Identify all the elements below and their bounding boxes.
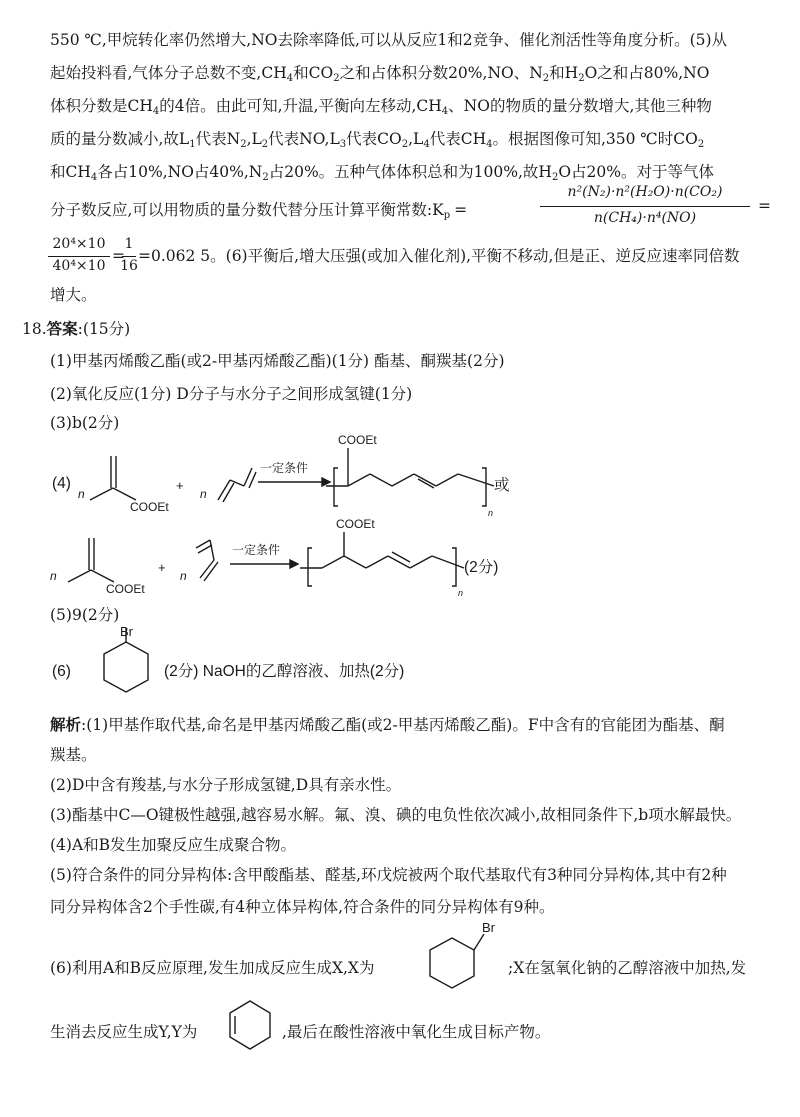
coefficient-n: n — [180, 569, 187, 583]
polymer-product-2 — [300, 532, 464, 586]
kp-denominator: n(CH₄)·n⁴(NO) — [593, 210, 697, 226]
answer-line: (2)氧化反应(1分) D分子与水分子之间形成氢键(1分) — [50, 385, 413, 403]
bromocyclohexane-answer — [0, 624, 800, 710]
fraction-bar — [122, 256, 136, 257]
analysis-line: (4)A和B发生加聚反应生成聚合物。 — [50, 836, 297, 854]
monomer-a-structure — [68, 538, 114, 582]
answer-line: (5)9(2分) — [50, 606, 120, 624]
item-label: (4) — [52, 475, 71, 492]
butadiene-structure — [218, 468, 256, 502]
answer-text: (2分) NaOH的乙醇溶液、加热(2分) — [164, 663, 405, 680]
analysis-line: 生消去反应生成Y,Y为 — [50, 1023, 198, 1041]
question-header: 18.答案:(15分) — [22, 319, 131, 338]
fraction-bar — [540, 206, 750, 207]
subscript-n: n — [488, 508, 494, 518]
butadiene-structure — [196, 540, 218, 581]
arrow-label: 一定条件 — [232, 543, 281, 557]
equals-sign: = — [758, 197, 771, 215]
score-label: (2分) — [464, 559, 499, 576]
fraction-denominator: 16 — [120, 258, 138, 274]
text-line: 550 ℃,甲烷转化率仍然增大,NO去除率降低,可以从反应1和2竞争、催化剂活性等角度分析。(5)从 — [50, 31, 728, 49]
cooet-group: COOEt — [106, 582, 145, 596]
fraction-denominator: 40⁴×10 — [52, 258, 106, 274]
text-line: 起始投料看,气体分子总数不变$,CH_4$和$CO_2$之和占体积分数20%,NO、$N_2$和$H_2O$之和占80%,NO — [50, 64, 710, 84]
analysis-line: (5)符合条件的同分异构体:含甲酸酯基、醛基,环戊烷被两个取代基取代有3种同分异构体,其中有2种 — [50, 866, 727, 884]
answer-line: (3)b(2分) — [50, 414, 120, 432]
text-line: 增大。 — [50, 286, 97, 304]
fraction-numerator: 1 — [124, 236, 134, 252]
kp-numerator: n²(N₂)·n²(H₂O)·n(CO₂) — [567, 184, 723, 200]
answer-line: (1)甲基丙烯酸乙酯(或2-甲基丙烯酸乙酯)(1分) 酯基、酮羰基(2分) — [50, 352, 505, 370]
analysis-line: ,最后在酸性溶液中氧化生成目标产物。 — [282, 1023, 551, 1041]
compound-y-cyclohexene — [222, 995, 282, 1065]
or-word: 或 — [494, 477, 510, 494]
analysis-line: (3)酯基中C—O键极性越强,越容易水解。氟、溴、碘的电负性依次减小,故相同条件下,b项水解最快。 — [50, 806, 742, 824]
coefficient-n: n — [78, 487, 85, 501]
reaction-scheme — [0, 430, 800, 610]
analysis-line: 同分异构体含2个手性碳,有4种立体异构体,符合条件的同分异构体有9种。 — [50, 898, 555, 916]
analysis-line: 羰基。 — [50, 746, 97, 764]
reaction-arrow — [258, 478, 330, 486]
fraction-bar — [48, 256, 110, 257]
coefficient-n: n — [200, 487, 207, 501]
compound-x-structure — [420, 920, 500, 1000]
text-line: 分子数反应,可以用物质的量分数代替分压计算平衡常数$:K_p$ = — [50, 201, 468, 221]
text-line: 和$CH_4$各占10%,NO占$40\%,N_2$占20%。五种气体体积总和为100%,故$H_2O$占20%。对于等气体 — [50, 163, 714, 183]
monomer-a-structure — [90, 456, 136, 500]
plus-sign: + — [158, 560, 166, 575]
coefficient-n: n — [50, 569, 57, 583]
arrow-label: 一定条件 — [260, 461, 309, 475]
analysis-line: ;X在氢氧化钠的乙醇溶液中加热,发 — [508, 959, 747, 977]
cyclohexane-ring — [104, 642, 148, 692]
analysis-line: (2)D中含有羧基,与水分子形成氢键,D具有亲水性。 — [50, 776, 402, 794]
polymer-product-1 — [326, 448, 494, 506]
text-line: 质的量分数减小,故$L_1$代表$N_2,L_2$代表$NO,L_3$代表$CO_2,L_4$代表$CH_4$。根据图像可知,350 ℃时$CO_2$ — [50, 130, 705, 150]
bromine-label: Br — [120, 624, 133, 639]
item-label: (6) — [52, 663, 71, 680]
cooet-group: COOEt — [130, 500, 169, 514]
text-line: 体积分数是$CH_4$的4倍。由此可知,升温,平衡向左移动$,CH_4$、NO的物质的量分数增大,其他三种物 — [50, 97, 712, 117]
fraction-numerator: 20⁴×10 — [52, 236, 106, 252]
bromine-label: Br — [482, 920, 495, 935]
plus-sign: + — [176, 478, 184, 493]
equals-sign: = — [112, 247, 125, 265]
text-line: =0.062 5。(6)平衡后,增大压强(或加入催化剂),平衡不移动,但是正、逆反应速率同倍数 — [138, 247, 740, 265]
cooet-group: COOEt — [338, 433, 377, 447]
analysis-line: (6)利用A和B反应原理,发生加成反应生成X,X为 — [50, 959, 375, 977]
reaction-arrow — [230, 560, 298, 568]
cooet-group: COOEt — [336, 517, 375, 531]
analysis-line: 解析:(1)甲基作取代基,命名是甲基丙烯酸乙酯(或2-甲基丙烯酸乙酯)。F中含有的官能团为酯基、酮 — [50, 715, 725, 734]
subscript-n: n — [458, 588, 464, 598]
